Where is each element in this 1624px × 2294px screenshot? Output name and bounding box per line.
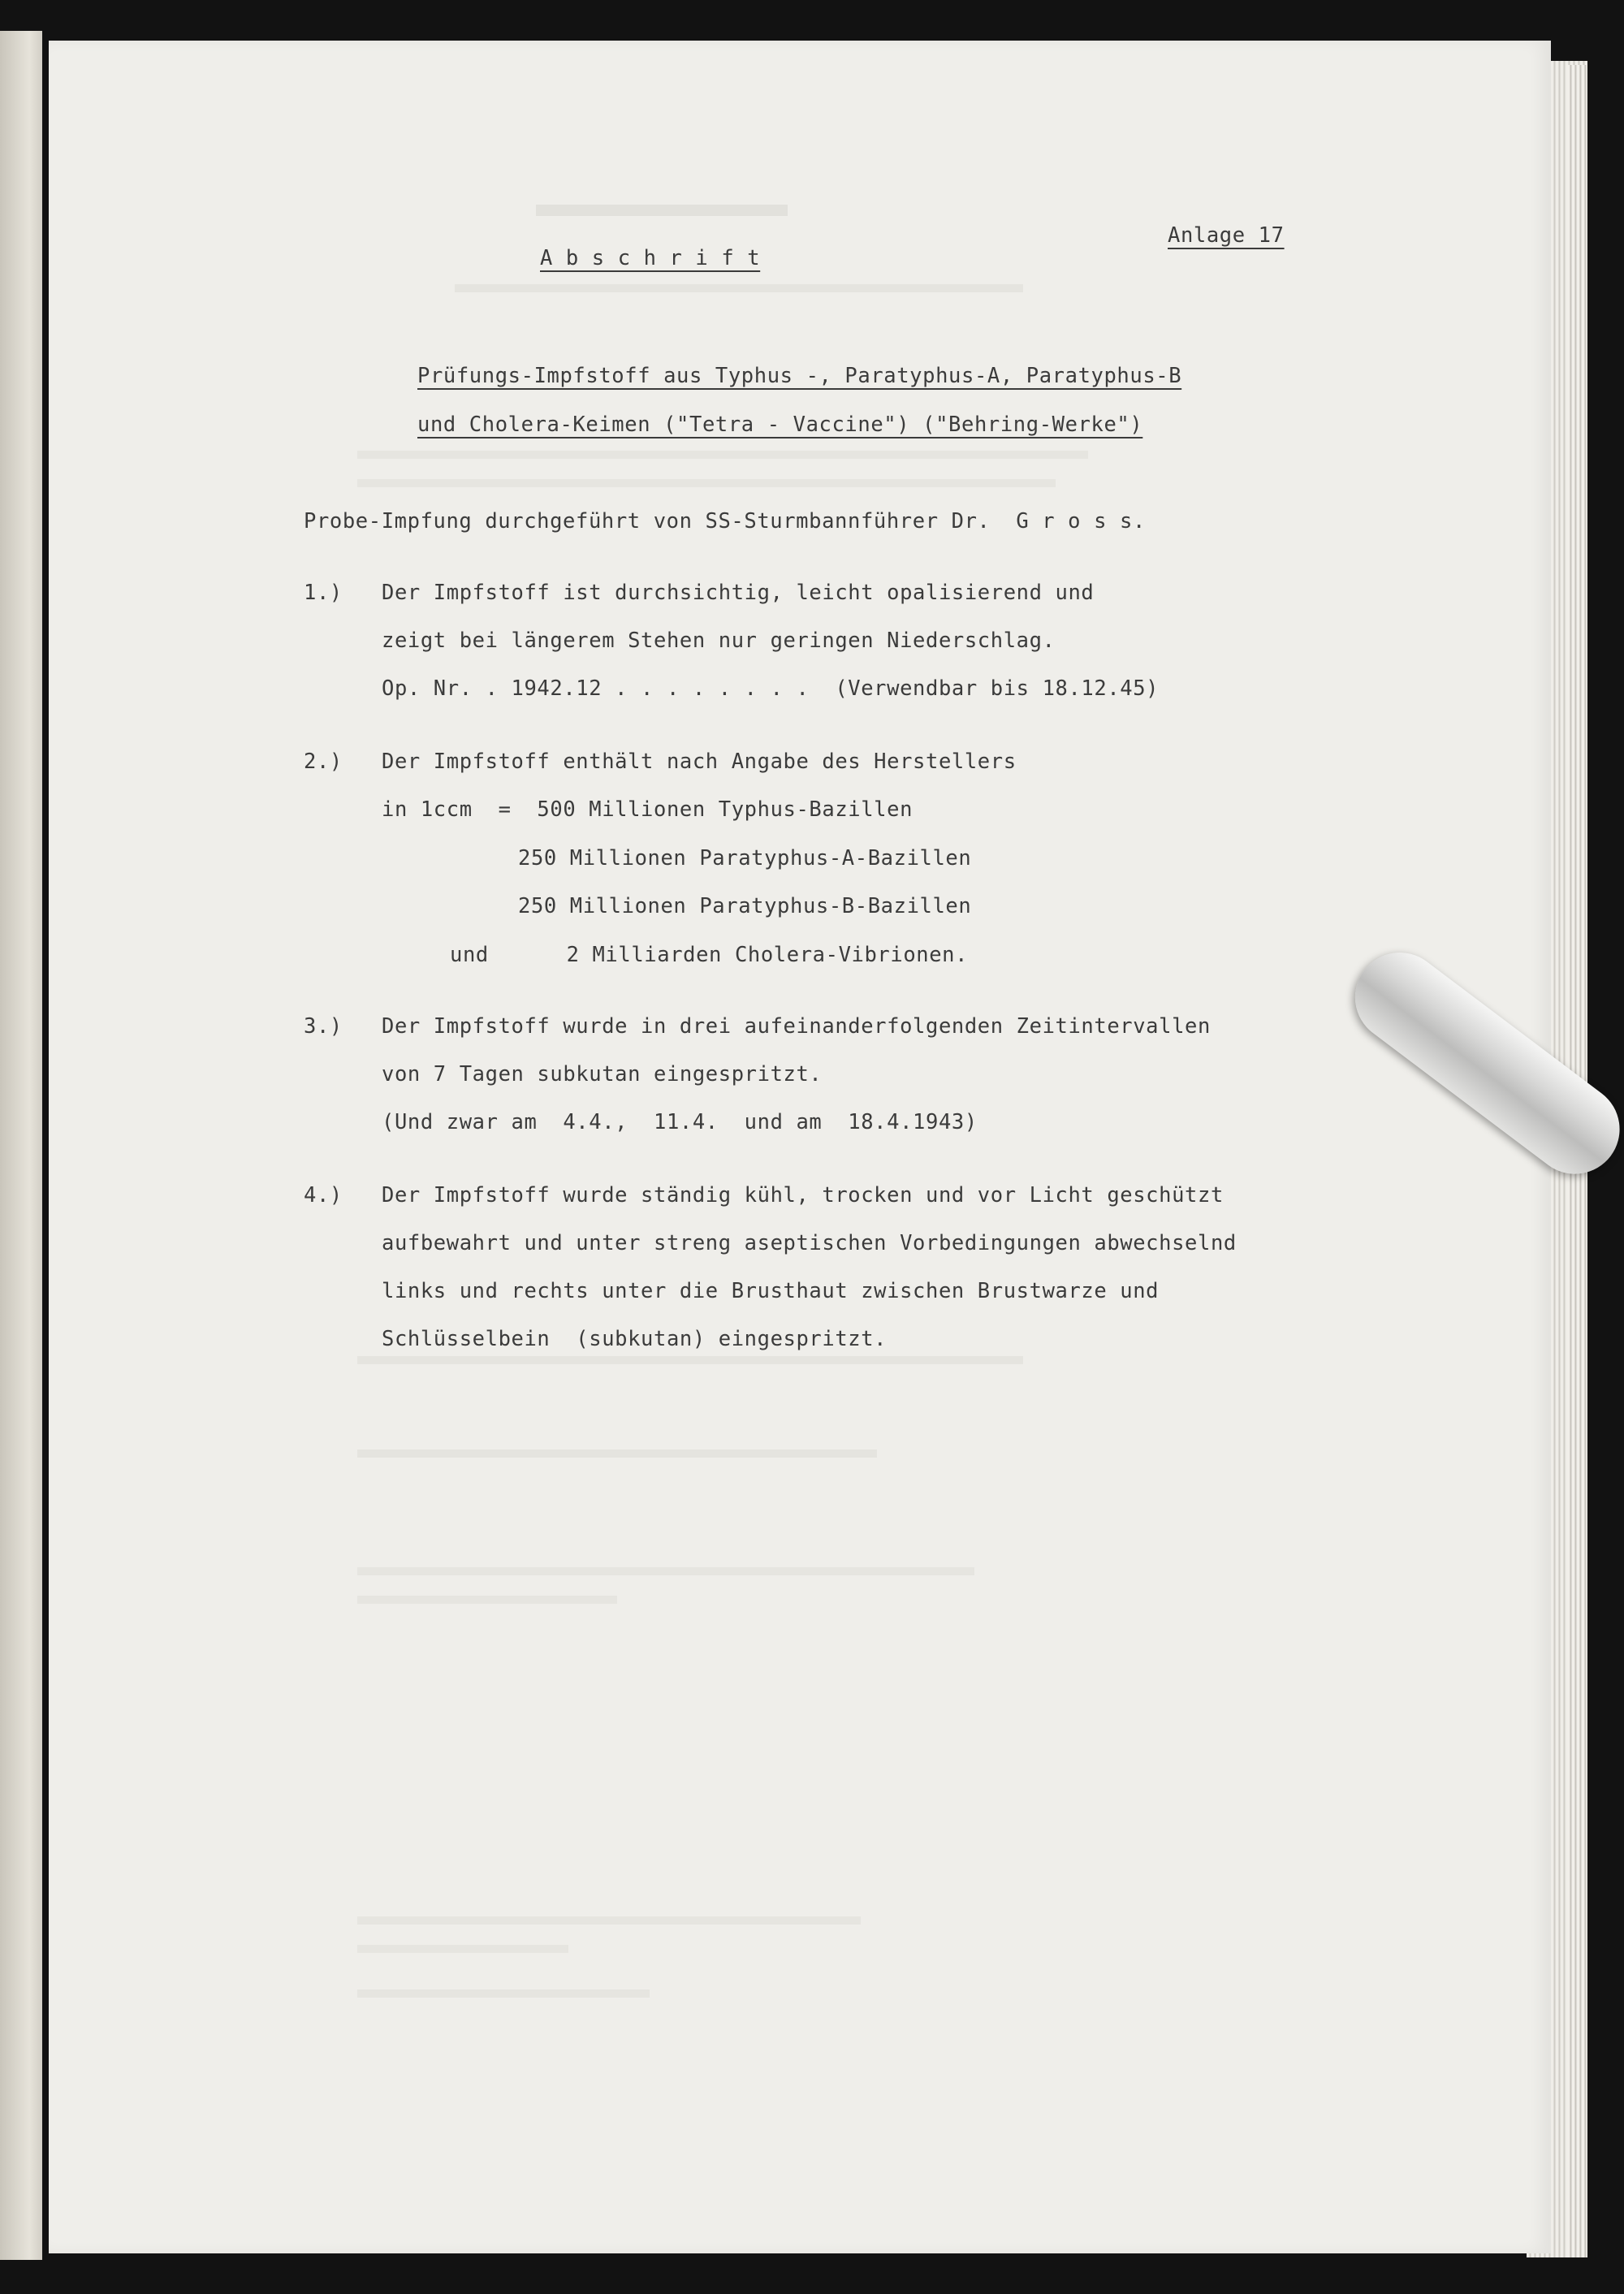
item-line: in 1ccm = 500 Millionen Typhus-Bazillen: [382, 797, 914, 822]
item-line: Der Impfstoff wurde ständig kühl, trocken und vor Licht geschützt: [382, 1183, 1224, 1207]
item-line: und 2 Milliarden Cholera-Vibrionen.: [450, 943, 969, 967]
item-line: von 7 Tagen subkutan eingespritzt.: [382, 1062, 823, 1087]
previous-page-edge: [0, 31, 42, 2260]
item-number: 3.): [304, 1014, 343, 1039]
item-number: 2.): [304, 750, 343, 774]
item-line: Schlüsselbein (subkutan) eingespritzt.: [382, 1327, 888, 1351]
item-line: Der Impfstoff wurde in drei aufeinanderfolgenden Zeitintervallen: [382, 1014, 1211, 1039]
anlage-label: Anlage 17: [1168, 223, 1285, 248]
item-line: aufbewahrt und unter streng aseptischen Vorbedingungen abwechselnd: [382, 1231, 1237, 1255]
item-line: 250 Millionen Paratyphus-B-Bazillen: [518, 894, 972, 918]
item-number: 4.): [304, 1183, 343, 1207]
item-line: (Und zwar am 4.4., 11.4. und am 18.4.1943): [382, 1110, 978, 1134]
item-line: zeigt bei längerem Stehen nur geringen Niederschlag.: [382, 629, 1056, 653]
intro-line: Probe-Impfung durchgeführt von SS-Sturmbannführer Dr. G r o s s.: [304, 509, 1146, 534]
item-line: Op. Nr. . 1942.12 . . . . . . . . (Verwendbar bis 18.12.45): [382, 676, 1160, 701]
item-line: Der Impfstoff enthält nach Angabe des Herstellers: [382, 750, 1017, 774]
item-number: 1.): [304, 581, 343, 605]
document-page: [49, 41, 1551, 2253]
item-line: 250 Millionen Paratyphus-A-Bazillen: [518, 846, 972, 871]
document-title: A b s c h r i f t: [540, 246, 761, 270]
item-line: Der Impfstoff ist durchsichtig, leicht opalisierend und: [382, 581, 1095, 605]
subject-line-2: und Cholera-Keimen ("Tetra - Vaccine") ("Behring-Werke"): [417, 413, 1143, 437]
item-line: links und rechts unter die Brusthaut zwischen Brustwarze und: [382, 1279, 1160, 1303]
subject-line-1: Prüfungs-Impfstoff aus Typhus -, Paratyphus-A, Paratyphus-B: [417, 364, 1182, 388]
